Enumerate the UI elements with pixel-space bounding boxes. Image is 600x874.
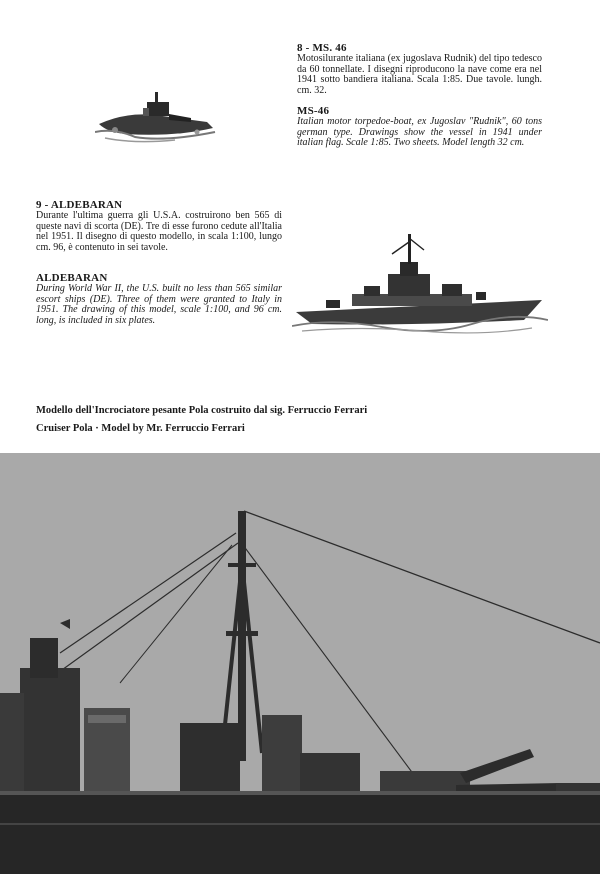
photo-caption-italian: Modello dell'Incrociatore pesante Pola costruito dal sig. Ferruccio Ferrari [36, 405, 368, 416]
ms46-english-block [297, 105, 542, 149]
ms46-boat-illustration [95, 82, 220, 152]
aldebaran-english-block [36, 272, 282, 326]
ms46-heading-italian: 8 - MS. 46 [297, 42, 347, 54]
ms46-italian-block [297, 42, 542, 96]
aldebaran-heading-english: ALDEBARAN [36, 272, 108, 284]
aldebaran-text-english: During World War II, the U.S. built no less than 565 similar escort ships (DE). Three of them were granted to Italy in 1951. The drawing of this model, scale 1:100, and 96 cm. long, is included in six plates. [36, 283, 282, 326]
aldebaran-text-italian: Durante l'ultima guerra gli U.S.A. costruirono ben 565 di queste navi di scorta (DE). Tre di esse furono cedute all'Italia nel 1951. Il disegno di questo modello, in scala 1:100, lungo cm. 96, è contenuto in sei tavole. [36, 210, 282, 253]
aldebaran-heading-italian: 9 - ALDEBARAN [36, 199, 123, 211]
ms46-text-english: Italian motor torpedoe-boat, ex Jugoslav "Rudnik", 60 tons german type. Drawings show the vessel in 1941 under italian flag. Scale 1:85. Two sheets. Model length 32 cm. [297, 116, 542, 149]
ms46-heading-english: MS-46 [297, 105, 330, 117]
aldebaran-italian-block [36, 199, 282, 253]
ms46-text-italian: Motosilurante italiana (ex jugoslava Rudnik) del tipo tedesco da 60 tonnellate. I disegni riproducono la nave come era nel 1941 sotto bandiera italiana. Scala 1:85. Due tavole. lungh. cm. 32. [297, 53, 542, 96]
cruiser-pola-photo [0, 453, 600, 874]
aldebaran-ship-illustration [292, 228, 548, 334]
photo-caption-english: Cruiser Pola · Model by Mr. Ferruccio Ferrari [36, 423, 245, 434]
